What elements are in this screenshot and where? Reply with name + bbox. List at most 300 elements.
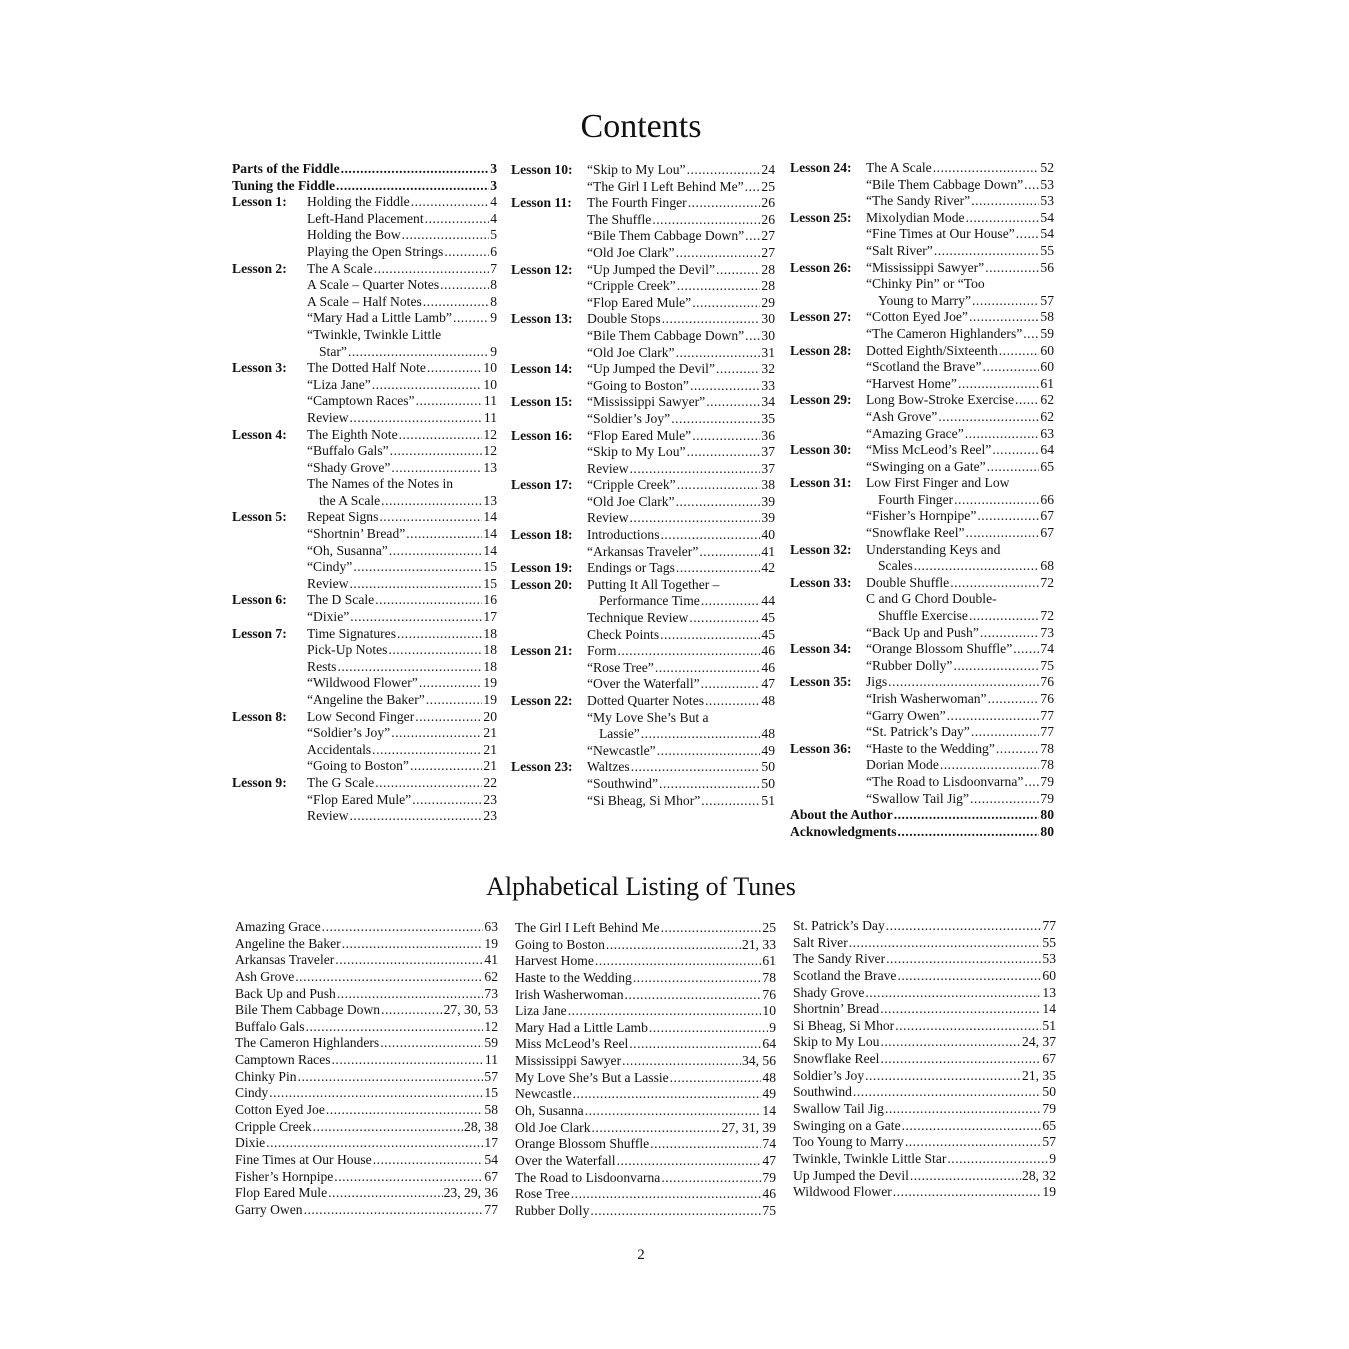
tune-pages: 57 — [1042, 1134, 1056, 1150]
toc-entry — [790, 475, 1054, 492]
page-ref: 27 — [761, 228, 775, 244]
tune-name: Cotton Eyed Joe — [235, 1102, 325, 1118]
entry-title: “Skip to My Lou” — [587, 444, 686, 460]
entry-title: The D Scale — [307, 592, 375, 608]
tune-name: Ash Grove — [235, 968, 295, 984]
dot-leader — [914, 558, 1040, 575]
entry-title: “Fisher’s Hornpipe” — [866, 508, 977, 524]
page-ref: 54 — [1040, 226, 1054, 242]
entry-title: Holding the Fiddle — [307, 194, 410, 210]
tune-name: Orange Blossom Shuffle — [515, 1136, 650, 1152]
tune-name: Buffalo Gals — [235, 1018, 305, 1034]
dot-leader — [886, 918, 1042, 935]
entry-title: About the Author — [790, 807, 893, 823]
entry-title: “Up Jumped the Devil” — [587, 361, 715, 377]
tune-pages: 11 — [484, 1052, 498, 1068]
toc-entry — [790, 508, 1054, 525]
tune-entry — [515, 953, 776, 970]
dot-leader — [888, 674, 1039, 691]
tune-pages: 9 — [1049, 1150, 1056, 1166]
toc-entry — [232, 709, 497, 726]
dot-leader — [689, 610, 760, 627]
tune-name: Camptown Races — [235, 1052, 331, 1068]
lesson-label: Lesson 6: — [232, 592, 287, 608]
entry-title: Dorian Mode — [866, 757, 939, 773]
page-ref: 67 — [1040, 525, 1054, 541]
dot-leader — [440, 277, 489, 294]
dot-leader — [415, 709, 482, 726]
lesson-label: Lesson 7: — [232, 625, 287, 641]
toc-entry — [790, 658, 1054, 675]
lesson-label: Lesson 12: — [511, 261, 573, 277]
dot-leader — [590, 1203, 761, 1220]
toc-entry — [511, 660, 775, 677]
contents-column-2 — [511, 162, 775, 809]
toc-entry — [511, 411, 775, 428]
entry-title: Dotted Quarter Notes — [587, 693, 705, 708]
dot-leader — [716, 262, 760, 279]
page-ref: 27 — [761, 244, 775, 260]
entry-title: “Fine Times at Our House” — [866, 226, 1015, 242]
dot-leader — [677, 477, 761, 494]
entry-title: Jigs — [866, 674, 888, 690]
page-ref: 80 — [1040, 823, 1054, 839]
dot-leader — [958, 376, 1039, 393]
entry-title: “Soldier’s Joy” — [587, 410, 671, 426]
page-ref: 58 — [1040, 309, 1054, 325]
entry-title: “Shortnin’ Bread” — [307, 526, 406, 542]
entry-title: “Mississippi Sawyer” — [866, 259, 985, 275]
page-ref: 28 — [761, 261, 775, 277]
dot-leader — [625, 987, 762, 1004]
entry-title: Review — [587, 510, 629, 526]
dot-leader — [988, 691, 1040, 708]
dot-leader — [676, 345, 761, 362]
toc-entry — [511, 577, 775, 594]
page-ref: 11 — [483, 409, 497, 425]
tune-entry — [793, 1051, 1056, 1068]
entry-title: Review — [307, 409, 349, 425]
toc-entry — [511, 461, 775, 478]
toc-entry — [232, 493, 497, 510]
tune-entry — [515, 937, 776, 954]
dot-leader — [676, 560, 760, 577]
toc-entry — [232, 211, 497, 228]
entry-title: “Swinging on a Gate” — [866, 458, 986, 474]
dot-leader — [617, 643, 760, 660]
page-ref: 76 — [1040, 691, 1054, 706]
dot-leader — [980, 625, 1040, 642]
tune-pages: 67 — [1042, 1051, 1056, 1067]
toc-entry — [511, 676, 775, 693]
page-ref: 12 — [483, 443, 497, 459]
entry-title: “Shady Grove” — [307, 459, 391, 475]
tune-name: Garry Owen — [235, 1201, 303, 1217]
page-ref: 74 — [1040, 641, 1054, 657]
dot-leader — [1023, 326, 1039, 343]
toc-entry — [790, 309, 1054, 326]
lesson-label: Lesson 11: — [511, 195, 572, 211]
entry-title: “Irish Washerwoman” — [866, 691, 987, 706]
dot-leader — [701, 676, 761, 693]
dot-leader — [954, 492, 1039, 509]
tune-entry — [793, 951, 1056, 968]
dot-leader — [970, 791, 1039, 808]
toc-entry — [790, 691, 1054, 708]
tune-name: The Girl I Left Behind Me — [515, 920, 660, 935]
entry-title: Long Bow-Stroke Exercise — [866, 392, 1014, 408]
dot-leader — [655, 660, 761, 677]
tune-name: Southwind — [793, 1084, 852, 1100]
tune-pages: 79 — [1042, 1101, 1056, 1117]
toc-entry — [232, 476, 497, 493]
toc-entry — [790, 326, 1054, 343]
entry-title: “Buffalo Gals” — [307, 443, 389, 459]
page-ref: 6 — [490, 243, 497, 259]
dot-leader — [373, 1152, 484, 1169]
dot-leader — [334, 1169, 483, 1186]
dot-leader — [350, 576, 483, 593]
page-ref: 16 — [483, 592, 497, 608]
entry-title: “Garry Owen” — [866, 707, 946, 723]
toc-entry — [511, 494, 775, 511]
entry-title: Scales — [878, 558, 913, 574]
dot-leader — [595, 953, 762, 970]
page-ref: 35 — [761, 410, 775, 426]
entry-title: “The Cameron Highlanders” — [866, 325, 1023, 341]
page-ref: 47 — [761, 676, 775, 692]
entry-title: “Orange Blossom Shuffle” — [866, 641, 1013, 657]
page-ref: 19 — [483, 675, 497, 691]
tune-entry — [793, 985, 1056, 1002]
lesson-label: Lesson 17: — [511, 477, 573, 493]
dot-leader — [350, 410, 483, 427]
toc-entry — [232, 642, 497, 659]
tune-name: Soldier’s Joy — [793, 1067, 865, 1083]
tune-entry — [793, 1101, 1056, 1118]
tune-pages: 17 — [484, 1135, 498, 1151]
lesson-label: Lesson 33: — [790, 574, 852, 590]
toc-entry — [511, 278, 775, 295]
dot-leader — [306, 1019, 484, 1036]
toc-entry — [232, 261, 497, 278]
page-ref: 14 — [483, 509, 497, 525]
dot-leader — [374, 261, 490, 278]
dot-leader — [676, 494, 761, 511]
tune-pages: 9 — [769, 1019, 776, 1035]
page-ref: 76 — [1040, 674, 1054, 690]
page-ref: 18 — [483, 642, 497, 658]
toc-entry — [232, 460, 497, 477]
tune-name: Up Jumped the Devil — [793, 1167, 909, 1183]
lesson-label: Lesson 29: — [790, 392, 852, 408]
entry-title: Repeat Signs — [307, 509, 379, 525]
entry-title: The G Scale — [307, 774, 375, 790]
tune-name: Swallow Tail Jig — [793, 1101, 884, 1117]
dot-leader — [606, 937, 741, 954]
toc-entry — [232, 194, 497, 211]
entry-title: “Going to Boston” — [587, 377, 689, 393]
dot-leader — [652, 212, 760, 229]
tune-pages: 51 — [1042, 1017, 1056, 1033]
dot-leader — [880, 1034, 1021, 1051]
dot-leader — [992, 442, 1039, 459]
dot-leader — [880, 1051, 1041, 1068]
dot-leader — [947, 1151, 1048, 1168]
tune-entry — [235, 1052, 498, 1069]
toc-entry — [511, 643, 775, 660]
page-ref: 46 — [761, 643, 775, 659]
toc-section-entry — [232, 161, 497, 178]
page-ref: 26 — [761, 195, 775, 211]
dot-leader — [971, 193, 1039, 210]
tune-pages: 76 — [762, 986, 776, 1002]
dot-leader — [269, 1085, 483, 1102]
toc-entry — [511, 743, 775, 760]
tune-entry — [793, 1184, 1056, 1201]
page-ref: 73 — [1040, 624, 1054, 640]
page-ref: 5 — [490, 227, 497, 243]
toc-entry — [232, 443, 497, 460]
dot-leader — [335, 952, 483, 969]
dot-leader — [342, 936, 484, 953]
page-ref: 3 — [490, 177, 497, 193]
dot-leader — [705, 693, 760, 710]
entry-title: The Fourth Finger — [587, 195, 687, 211]
tune-pages: 14 — [1042, 1001, 1056, 1017]
dot-leader — [910, 1168, 1021, 1185]
toc-entry — [511, 295, 775, 312]
tune-name: Rubber Dolly — [515, 1202, 590, 1218]
tune-name: Miss McLeod’s Reel — [515, 1036, 629, 1052]
entry-title: “Wildwood Flower” — [307, 675, 418, 691]
page-ref: 38 — [761, 477, 775, 493]
entry-title: Double Stops — [587, 311, 661, 327]
toc-entry — [790, 757, 1054, 774]
dot-leader — [381, 1002, 443, 1019]
toc-entry — [511, 361, 775, 378]
dot-leader — [391, 460, 482, 477]
tune-entry — [515, 1003, 776, 1020]
dot-leader — [692, 428, 760, 445]
lesson-label: Lesson 13: — [511, 311, 573, 327]
tune-entry — [515, 1103, 776, 1120]
page-ref: 14 — [483, 542, 497, 558]
dot-leader — [350, 808, 483, 825]
tune-pages: 13 — [1042, 984, 1056, 1000]
dot-leader — [571, 1186, 762, 1203]
contents-column-1 — [232, 161, 497, 825]
tune-name: Mary Had a Little Lamb — [515, 1019, 648, 1035]
page-ref: 39 — [761, 493, 775, 509]
tune-name: Oh, Susanna — [515, 1103, 584, 1119]
page-ref: 41 — [761, 543, 775, 559]
page-ref: 24 — [761, 162, 775, 177]
tune-pages: 67 — [484, 1168, 498, 1184]
tune-name: Mississippi Sawyer — [515, 1053, 622, 1069]
toc-section-entry — [232, 178, 497, 195]
page-ref: 23 — [483, 808, 497, 824]
tune-entry — [793, 1034, 1056, 1051]
tune-entry — [793, 1134, 1056, 1151]
dot-leader — [933, 160, 1040, 177]
lesson-label: Lesson 14: — [511, 361, 573, 377]
toc-entry — [232, 410, 497, 427]
entry-title: “Arkansas Traveler” — [587, 543, 699, 559]
tunes-column-2 — [515, 920, 776, 1220]
page-ref: 17 — [483, 609, 497, 625]
entry-title: “Old Joe Clark” — [587, 493, 675, 509]
entry-title: “Mary Had a Little Lamb” — [307, 310, 452, 326]
page-ref: 10 — [483, 360, 497, 376]
dot-leader — [885, 1101, 1041, 1118]
page-ref: 59 — [1040, 325, 1054, 341]
toc-entry — [232, 576, 497, 593]
toc-entry — [232, 609, 497, 626]
tune-entry — [793, 1001, 1056, 1018]
tune-name: St. Patrick’s Day — [793, 918, 885, 933]
tune-entry — [235, 1135, 498, 1152]
toc-entry — [511, 195, 775, 212]
dot-leader — [670, 1070, 762, 1087]
dot-leader — [969, 309, 1039, 326]
tune-name: Salt River — [793, 934, 848, 950]
toc-entry — [511, 179, 775, 196]
tune-pages: 46 — [762, 1186, 776, 1202]
tune-pages: 27, 31, 39 — [721, 1119, 776, 1135]
dot-leader — [332, 1052, 484, 1069]
page-ref: 3 — [490, 161, 497, 176]
page-ref: 64 — [1040, 442, 1054, 458]
lesson-label: Lesson 4: — [232, 426, 287, 442]
page-ref: 80 — [1040, 807, 1054, 823]
entry-title: The Names of the Notes in — [307, 476, 454, 492]
entry-title: “Going to Boston” — [307, 758, 409, 774]
lesson-label: Lesson 22: — [511, 693, 573, 708]
page-ref: 8 — [490, 293, 497, 309]
entry-title: “Southwind” — [587, 775, 658, 791]
tune-pages: 19 — [1042, 1184, 1056, 1200]
tune-entry — [235, 1019, 498, 1036]
dot-leader — [865, 985, 1041, 1002]
page-ref: 50 — [761, 759, 775, 775]
tune-entry — [515, 1036, 776, 1053]
tune-pages: 23, 29, 36 — [443, 1185, 498, 1201]
entry-title: “The Road to Lisdoonvarna” — [866, 773, 1024, 789]
tune-entry — [793, 1151, 1056, 1168]
tune-name: Fisher’s Hornpipe — [235, 1168, 334, 1184]
dot-leader — [676, 245, 761, 262]
toc-entry — [232, 559, 497, 576]
dot-leader — [934, 243, 1040, 260]
toc-entry — [232, 808, 497, 825]
toc-section-entry — [790, 824, 1054, 841]
entry-title: “Scotland the Brave” — [866, 359, 982, 375]
toc-entry — [790, 741, 1054, 758]
toc-entry — [232, 327, 497, 344]
dot-leader — [1016, 226, 1040, 243]
dot-leader — [622, 1053, 741, 1070]
tune-pages: 79 — [762, 1169, 776, 1185]
entry-title: A Scale – Quarter Notes — [307, 277, 440, 293]
toc-entry — [232, 659, 497, 676]
entry-title: “Over the Waterfall” — [587, 676, 700, 692]
dot-leader — [337, 986, 484, 1003]
lesson-label: Lesson 1: — [232, 194, 287, 210]
dot-leader — [402, 227, 490, 244]
page-ref: 21 — [483, 725, 497, 741]
tune-name: Bile Them Cabbage Down — [235, 1002, 381, 1018]
lesson-label: Lesson 2: — [232, 260, 287, 276]
entry-title: The Shuffle — [587, 211, 652, 227]
lesson-label: Lesson 35: — [790, 674, 852, 690]
lesson-label: Lesson 28: — [790, 342, 852, 358]
entry-title: “Mississippi Sawyer” — [587, 394, 706, 410]
tune-pages: 21, 33 — [742, 936, 776, 952]
page-ref: 78 — [1040, 740, 1054, 756]
dot-leader — [661, 527, 761, 544]
entry-title: Shuffle Exercise — [878, 608, 968, 624]
entry-title: Pick-Up Notes — [307, 642, 388, 658]
lesson-label: Lesson 15: — [511, 394, 573, 410]
dot-leader — [630, 461, 761, 478]
dot-leader — [397, 626, 482, 643]
entry-title: Rests — [307, 658, 337, 674]
entry-title: “Miss McLeod’s Reel” — [866, 442, 992, 458]
dot-leader — [633, 970, 762, 987]
entry-title: Waltzes — [587, 759, 630, 775]
toc-entry — [232, 626, 497, 643]
lesson-label: Lesson 18: — [511, 527, 573, 543]
entry-title: The Eighth Note — [307, 426, 398, 442]
toc-entry — [790, 260, 1054, 277]
dot-leader — [350, 609, 482, 626]
toc-entry — [790, 293, 1054, 310]
page-ref: 61 — [1040, 375, 1054, 391]
entry-title: “Flop Eared Mule” — [307, 791, 412, 807]
dot-leader — [977, 508, 1039, 525]
entry-title: “Chinky Pin” or “Too — [866, 276, 985, 292]
toc-entry — [511, 228, 775, 245]
tune-pages: 62 — [484, 968, 498, 984]
lesson-label: Lesson 32: — [790, 541, 852, 557]
page-ref: 45 — [761, 610, 775, 626]
tune-pages: 25 — [762, 920, 776, 935]
tune-entry — [235, 1169, 498, 1186]
toc-entry — [790, 193, 1054, 210]
dot-leader — [326, 1102, 484, 1119]
page-ref: 78 — [1040, 757, 1054, 773]
tune-entry — [515, 1136, 776, 1153]
tune-entry — [515, 1203, 776, 1220]
page-ref: 67 — [1040, 508, 1054, 524]
entry-title: the A Scale — [319, 492, 381, 508]
entry-title: “Oh, Susanna” — [307, 542, 388, 558]
entry-title: The Dotted Half Note — [307, 360, 426, 376]
lesson-label: Lesson 24: — [790, 160, 852, 175]
toc-entry — [232, 742, 497, 759]
page-ref: 4 — [490, 194, 497, 210]
tune-pages: 77 — [1042, 918, 1056, 933]
toc-entry — [511, 394, 775, 411]
page-ref: 14 — [483, 526, 497, 542]
dot-leader — [419, 675, 483, 692]
toc-entry — [232, 792, 497, 809]
dot-leader — [592, 1120, 721, 1137]
page-ref: 26 — [761, 211, 775, 227]
page-ref: 20 — [483, 708, 497, 724]
toc-entry — [790, 276, 1054, 293]
